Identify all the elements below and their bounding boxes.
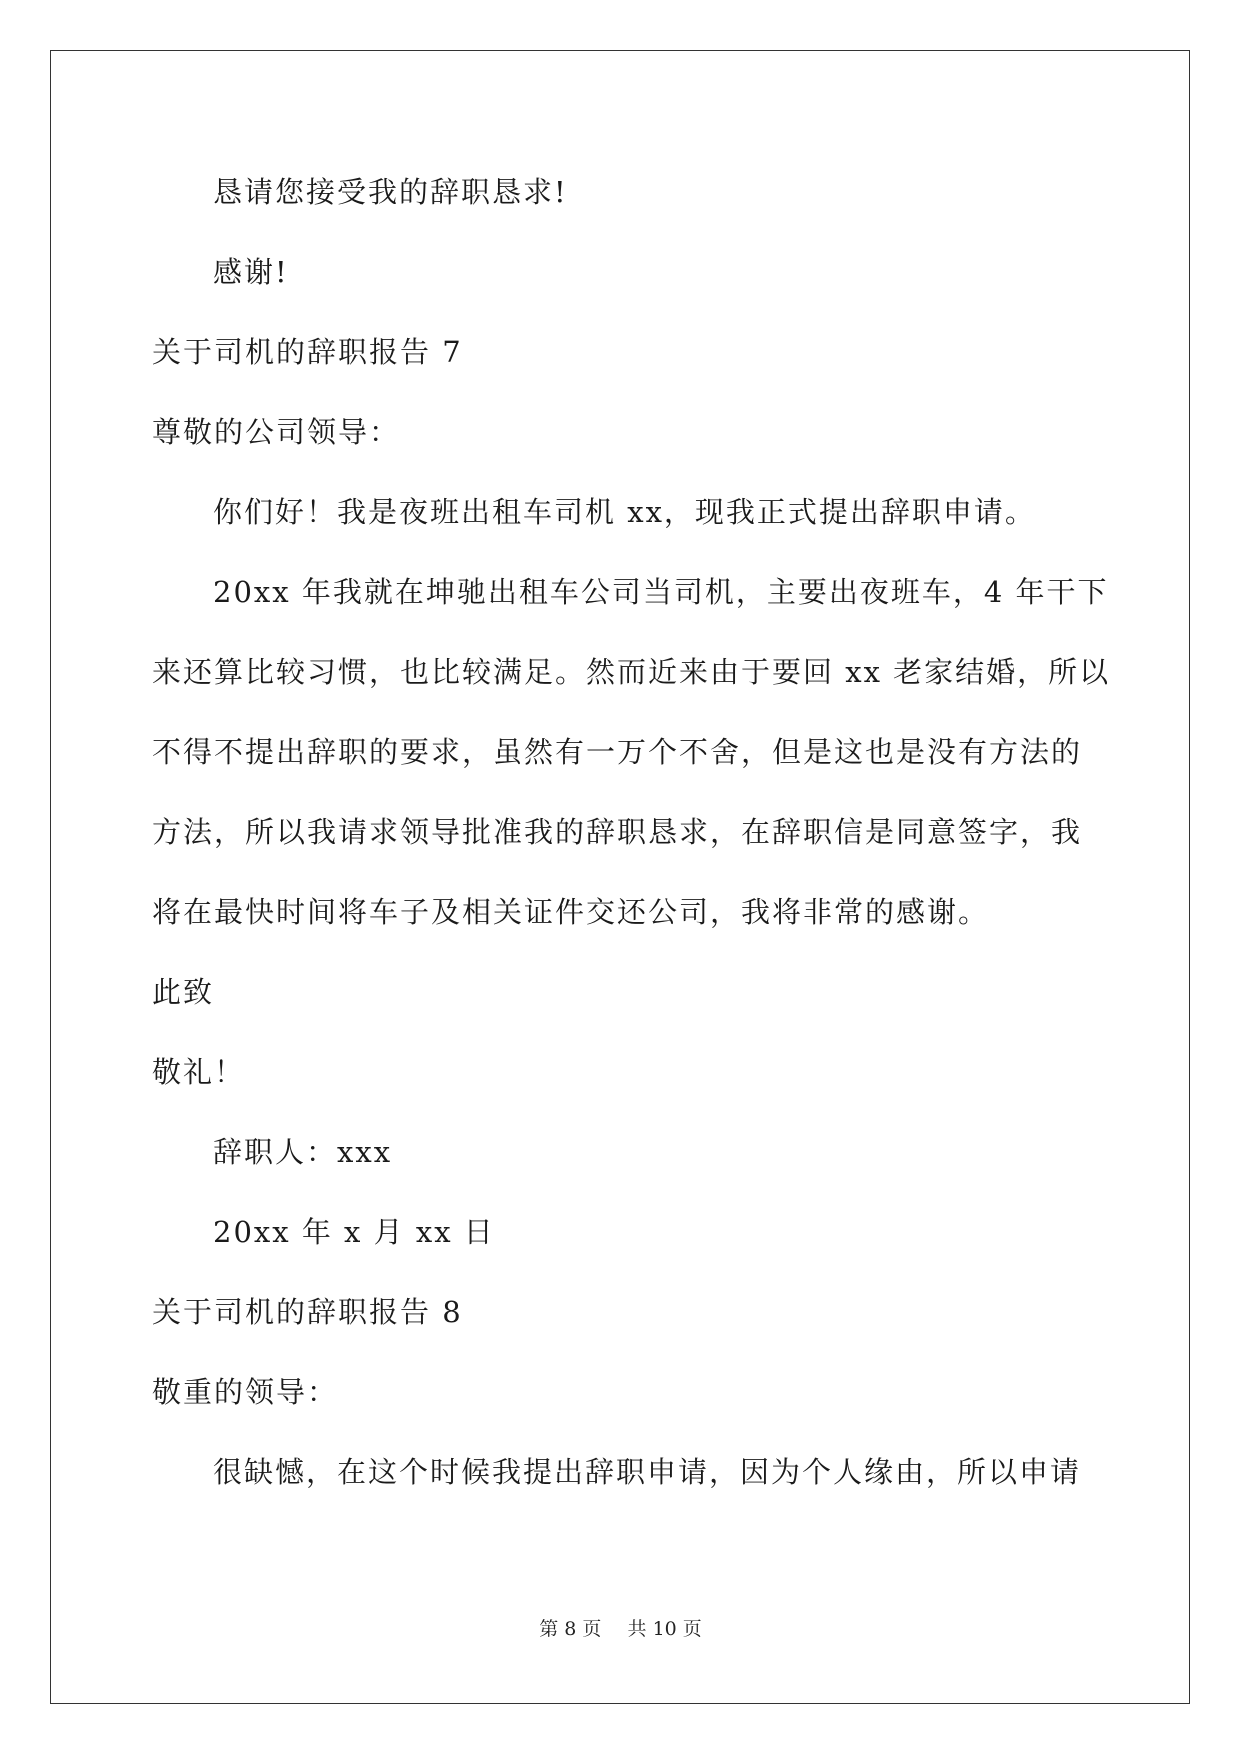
regards: 敬礼！: [152, 1055, 246, 1089]
signatory: 辞职人：xxx: [213, 1135, 393, 1169]
paragraph-line: 你们好！我是夜班出租车司机 xx，现我正式提出辞职申请。: [213, 495, 1036, 529]
paragraph-line: 来还算比较习惯，也比较满足。然而近来由于要回 xx 老家结婚，所以: [152, 655, 1111, 689]
section-heading-8: 关于司机的辞职报告 8: [152, 1295, 463, 1329]
paragraph-line: 将在最快时间将车子及相关证件交还公司，我将非常的感谢。: [152, 895, 990, 929]
thanks-line: 感谢!: [213, 255, 289, 289]
salutation: 敬重的领导：: [152, 1375, 339, 1409]
paragraph-line: 很缺憾，在这个时候我提出辞职申请，因为个人缘由，所以申请: [213, 1455, 1082, 1489]
paragraph-line: 方法，所以我请求领导批准我的辞职恳求，在辞职信是同意签字，我: [152, 815, 1083, 849]
closing-request-line: 恳请您接受我的辞职恳求!: [213, 175, 568, 209]
date-line: 20xx 年 x 月 xx 日: [213, 1215, 495, 1249]
closing-phrase: 此致: [152, 975, 215, 1009]
section-heading-7: 关于司机的辞职报告 7: [152, 335, 463, 369]
page-number: 第 8 页: [539, 1618, 602, 1640]
salutation: 尊敬的公司领导：: [152, 415, 401, 449]
page-total: 共 10 页: [627, 1618, 702, 1640]
paragraph-line: 不得不提出辞职的要求，虽然有一万个不舍，但是这也是没有方法的: [152, 735, 1083, 769]
paragraph-line: 20xx 年我就在坤驰出租车公司当司机，主要出夜班车，4 年干下: [213, 575, 1109, 609]
page-footer: [0, 1616, 1241, 1642]
